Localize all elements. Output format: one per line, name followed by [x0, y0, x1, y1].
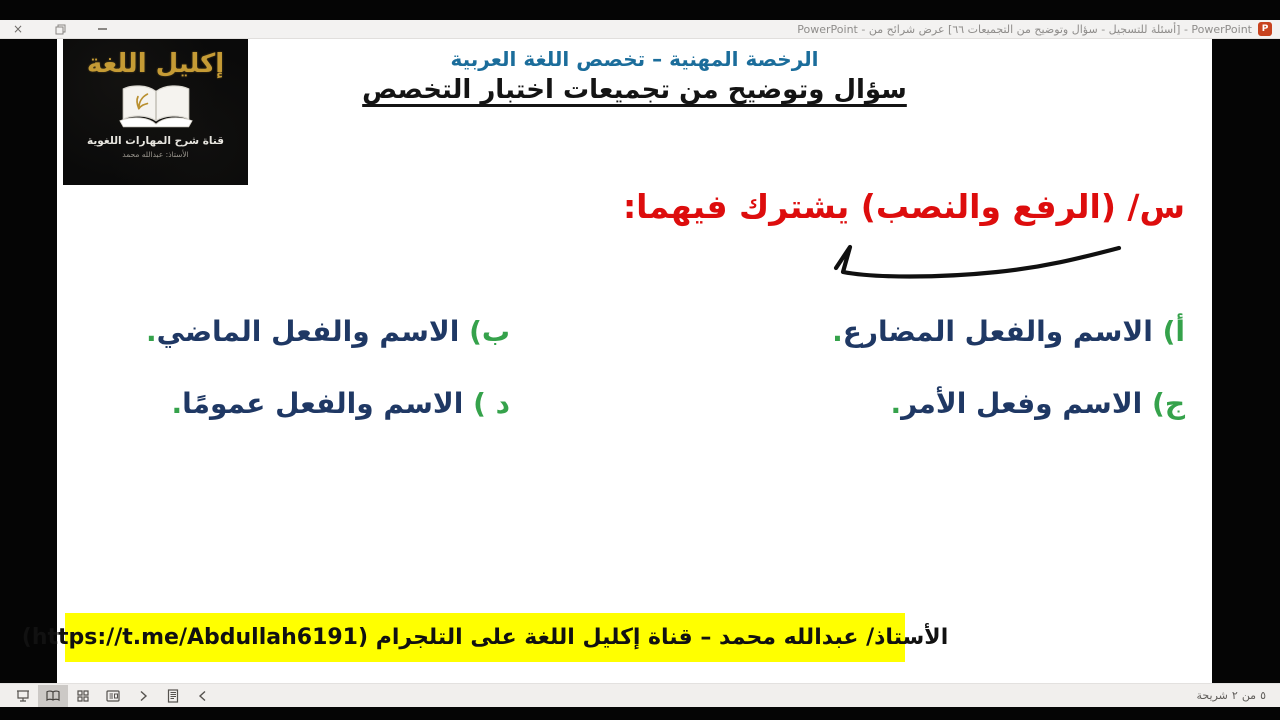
bottom-letterbox — [0, 707, 1280, 720]
option-j-letter: ج) — [1152, 387, 1185, 420]
footer-text: الأستاذ/ عبدالله محمد – قناة إكليل اللغة على التلجرام (https://t.me/Abdullah6191) — [21, 625, 949, 650]
option-j-period: . — [890, 387, 902, 420]
option-d-period: . — [171, 387, 183, 420]
slide-indicator-number: ٢ — [1231, 689, 1238, 702]
notes-icon[interactable] — [158, 685, 188, 707]
minimize-icon[interactable] — [94, 21, 110, 37]
statusbar-view-buttons — [8, 684, 218, 707]
window-title: PowerPoint - [أسئلة للتسجيل - سؤال وتوضيح من التجميعات ٦٦] عرض شرائح من - PowerPoint — [797, 22, 1252, 36]
option-j — [890, 387, 1185, 420]
close-icon[interactable]: × — [12, 22, 24, 36]
next-icon[interactable] — [128, 685, 158, 707]
restore-glyph — [55, 24, 66, 35]
grid-view-icon[interactable] — [68, 685, 98, 707]
header-course-title: الرخصة المهنية – تخصص اللغة العربية — [450, 47, 819, 71]
option-b — [146, 315, 510, 348]
powerpoint-icon: P — [1258, 22, 1272, 36]
logo-calligraphy: إكليل اللغة — [86, 49, 225, 79]
slide-indicator — [1197, 684, 1266, 707]
header-slide-title: سؤال وتوضيح من تجميعات اختبار التخصص — [362, 75, 907, 105]
minimize-glyph — [98, 28, 107, 30]
option-a — [832, 315, 1185, 348]
option-b-period: . — [145, 315, 157, 348]
window-title-group — [797, 20, 1272, 38]
statusbar — [0, 683, 1280, 707]
reading-view-icon[interactable] — [38, 685, 68, 707]
slide-indicator-word: شريحة — [1196, 689, 1228, 702]
option-b-letter: ب) — [469, 315, 510, 348]
window-titlebar — [0, 20, 1280, 39]
ink-scribble-icon — [829, 241, 1129, 283]
slide-area[interactable] — [21, 39, 1212, 683]
window-controls — [10, 20, 110, 38]
top-letterbox — [0, 0, 1280, 20]
option-a-period: . — [832, 315, 843, 348]
slideshow-view-icon[interactable] — [8, 685, 38, 707]
normal-view-icon[interactable] — [98, 685, 128, 707]
option-b-text: الاسم والفعل الماضي — [156, 315, 460, 348]
slide-indicator-total: ٥ — [1260, 689, 1266, 702]
question-text: س/ (الرفع والنصب) يشترك فيهما: — [622, 187, 1185, 226]
option-d-text: الاسم والفعل عمومًا — [182, 387, 464, 420]
option-a-letter: أ) — [1162, 315, 1185, 348]
previous-icon[interactable] — [188, 685, 218, 707]
logo-byline: الأستاذ: عبدالله محمد — [122, 150, 189, 159]
restore-icon[interactable] — [52, 21, 68, 37]
slide-header — [57, 47, 1212, 105]
slide-indicator-word: من — [1241, 689, 1257, 702]
logo-channel-name: قناة شرح المهارات اللغوية — [87, 135, 224, 147]
option-a-text: الاسم والفعل المضارع — [842, 315, 1153, 348]
footer-highlight — [21, 613, 949, 662]
option-j-text: الاسم وفعل الأمر — [901, 387, 1143, 420]
option-d — [171, 387, 510, 420]
option-d-letter: د ) — [473, 387, 510, 420]
